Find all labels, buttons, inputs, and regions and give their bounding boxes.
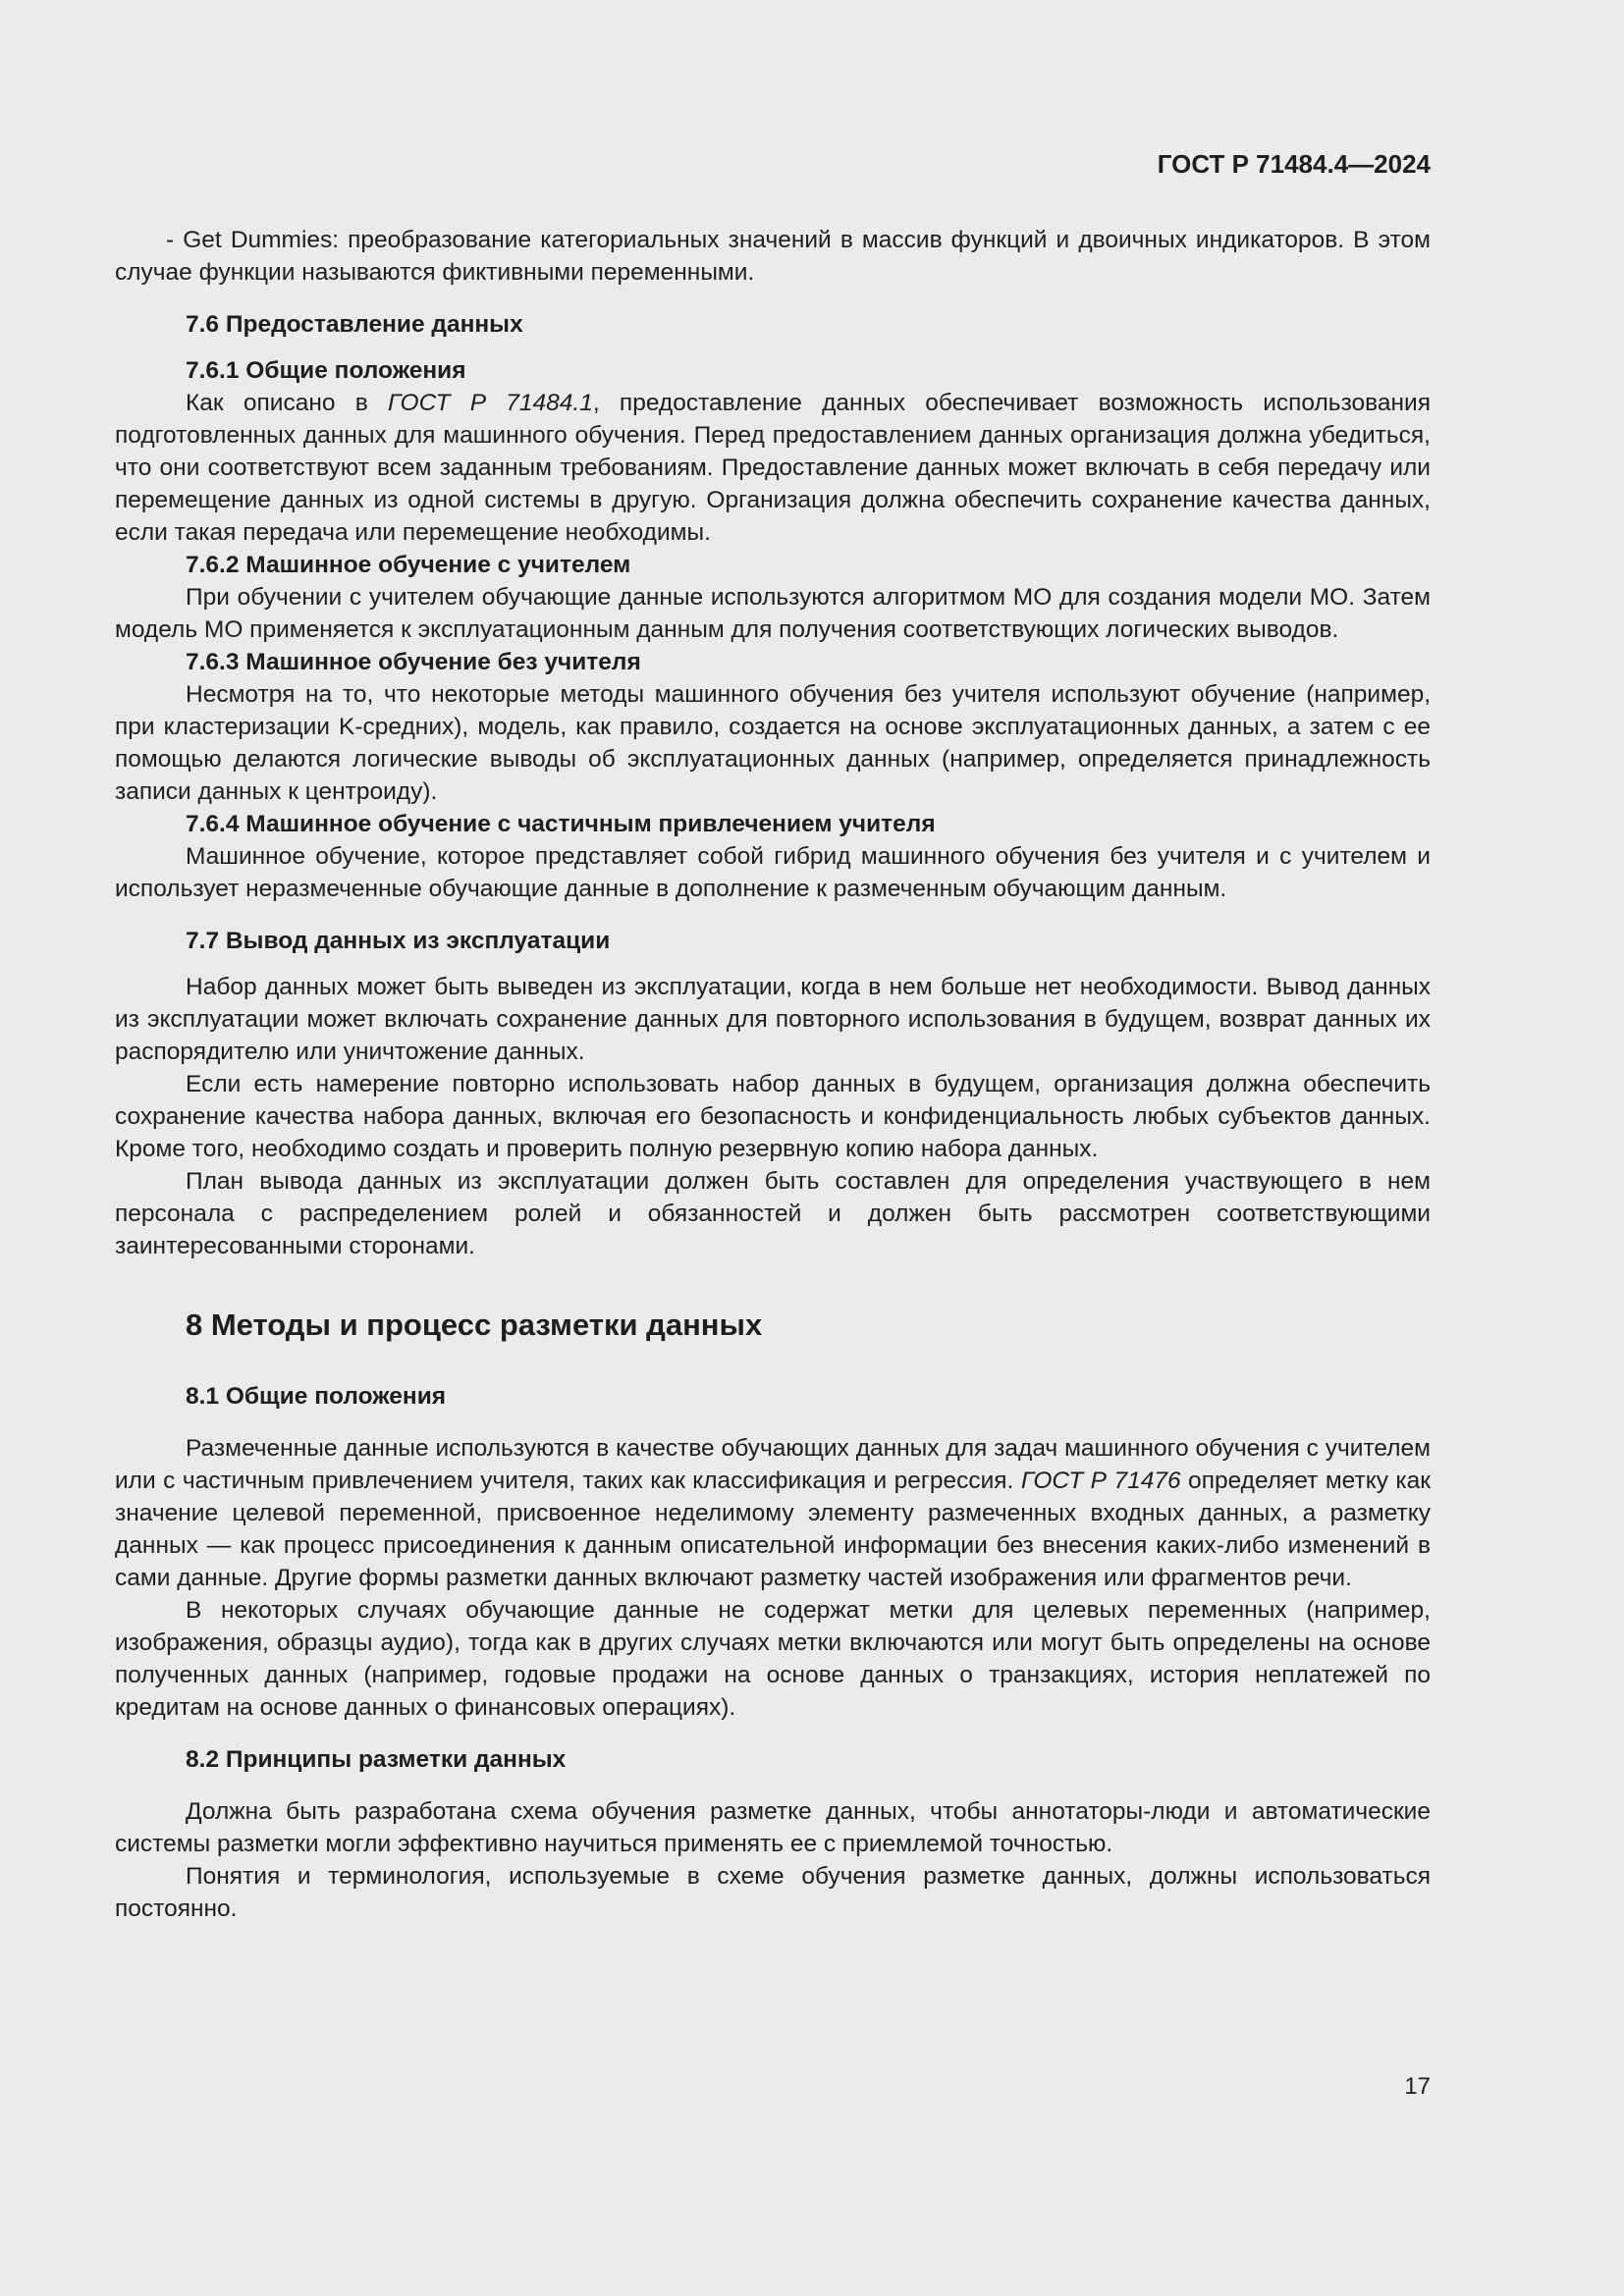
paragraph-7-6-1 bbox=[115, 387, 1431, 549]
paragraph-8-2-a: Должна быть разработана схема обучения разметке данных, чтобы аннотаторы-люди и автоматические системы разметки могли эффективно научиться применять ее с приемлемой точностью. bbox=[115, 1798, 1431, 1857]
section-heading-7-6-4: 7.6.4 Машинное обучение с частичным привлечением учителя bbox=[186, 811, 936, 837]
chapter-heading-8: 8 Методы и процесс разметки данных bbox=[186, 1308, 763, 1342]
paragraph-7-6-1-lead: Как описано в bbox=[186, 390, 389, 416]
document-code-header: ГОСТ Р 71484.4—2024 bbox=[1157, 149, 1431, 179]
paragraph-7-6-3: Несмотря на то, что некоторые методы машинного обучения без учителя используют обучение (например, при кластеризации K-средних), модель, как правило, создается на основе эксплуатационных данных, а затем с ее помощью делаются логические выводы об эксплуатационных данных (например, определяется принадлежность записи данных к центроиду). bbox=[115, 681, 1431, 805]
document-body bbox=[115, 224, 1431, 1925]
paragraph-7-7-c: План вывода данных из эксплуатации должен быть составлен для определения участвующего в нем персонала с распределением ролей и обязанностей и должен быть рассмотрен соответствующими заинтересованными сторонами. bbox=[115, 1168, 1431, 1259]
paragraph-7-7-a: Набор данных может быть выведен из эксплуатации, когда в нем больше нет необходимости. Вывод данных из эксплуатации может включать сохранение данных для повторного использования в будущем, возврат данных их распорядителю или уничтожение данных. bbox=[115, 974, 1431, 1065]
paragraph-7-7-b: Если есть намерение повторно использовать набор данных в будущем, организация должна обеспечить сохранение качества набора данных, включая его безопасность и конфиденциальность любых субъектов данных. Кроме того, необходимо создать и проверить полную резервную копию набора данных. bbox=[115, 1071, 1431, 1162]
paragraph-7-6-1-rest: , предоставление данных обеспечивает возможность использования подготовленных данных для машинного обучения. Перед предоставлением данных организация должна убедиться, что они соответствуют всем заданным требованиям. Предоставление данных может включать в себя передачу или перемещение данных из одной системы в другую. Организация должна обеспечить сохранение качества данных, если такая передача или перемещение необходимы. bbox=[115, 390, 1431, 546]
section-heading-8-2: 8.2 Принципы разметки данных bbox=[186, 1746, 567, 1773]
page-number: 17 bbox=[1404, 2073, 1431, 2100]
paragraph-8-1-a-lead: Размеченные данные используются в качестве обучающих данных для задач машинного обучения с учителем или с частичным привлечением учителя, таких как классификация и регрессия. bbox=[115, 1435, 1431, 1494]
section-heading-8-1: 8.1 Общие положения bbox=[186, 1383, 447, 1410]
paragraph-8-1-b: В некоторых случаях обучающие данные не содержат метки для целевых переменных (например, изображения, образцы аудио), тогда как в других случаях метки включаются или могут быть определены на основе полученных данных (например, годовые продажи на основе данных о транзакциях, история неплатежей по кредитам на основе данных о финансовых операциях). bbox=[115, 1597, 1431, 1721]
paragraph-7-6-2: При обучении с учителем обучающие данные используются алгоритмом МО для создания модели МО. Затем модель МО применяется к эксплуатационным данным для получения соответствующих логических выводов. bbox=[115, 584, 1431, 643]
paragraph-7-6-4: Машинное обучение, которое представляет собой гибрид машинного обучения без учителя и с учителем и использует неразмеченные обучающие данные в дополнение к размеченным обучающим данным. bbox=[115, 843, 1431, 902]
section-heading-7-6-3: 7.6.3 Машинное обучение без учителя bbox=[186, 649, 641, 675]
paragraph-8-1-a bbox=[115, 1432, 1431, 1594]
section-heading-7-7: 7.7 Вывод данных из эксплуатации bbox=[186, 928, 611, 954]
section-heading-7-6-2: 7.6.2 Машинное обучение с учителем bbox=[186, 552, 631, 578]
section-heading-7-6: 7.6 Предоставление данных bbox=[186, 311, 523, 338]
paragraph-8-2-b: Понятия и терминология, используемые в схеме обучения разметке данных, должны использоваться постоянно. bbox=[115, 1863, 1431, 1922]
paragraph-get-dummies: - Get Dummies: преобразование категориальных значений в массив функций и двоичных индикаторов. В этом случае функции называются фиктивными переменными. bbox=[115, 227, 1431, 286]
section-heading-7-6-1: 7.6.1 Общие положения bbox=[186, 357, 466, 384]
paragraph-8-1-a-rest: определяет метку как значение целевой переменной, присвоенное неделимому элементу размеченных входных данных, а разметку данных — как процесс присоединения к данным описательной информации без внесения каких-либо изменений в сами данные. Другие формы разметки данных включают разметку частей изображения или фрагментов речи. bbox=[115, 1468, 1431, 1591]
reference-gost-71476: ГОСТ Р 71476 bbox=[1020, 1468, 1181, 1494]
reference-gost-71484-1: ГОСТ Р 71484.1 bbox=[388, 390, 593, 416]
